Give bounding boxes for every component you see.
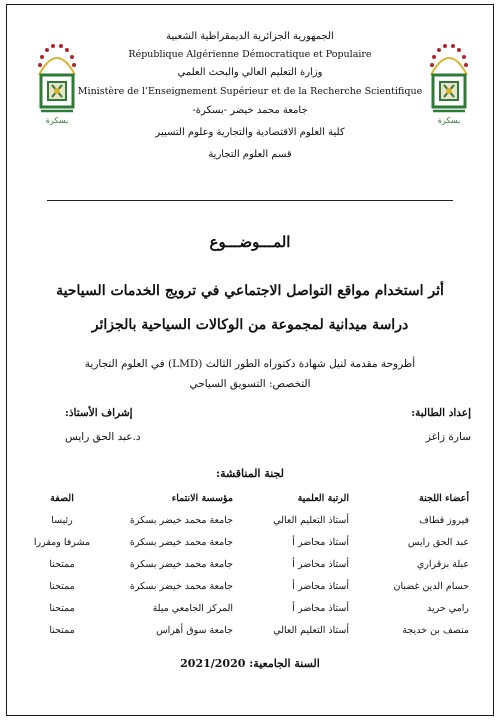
ministry-arabic: وزارة التعليم العالي والبحث العلمي (177, 67, 323, 78)
committee-header-row (29, 487, 473, 509)
faculty-arabic: كلية العلوم الاقتصادية والتجارية وعلوم التسيير (155, 127, 345, 138)
col-institution: مؤسسة الانتماء (171, 492, 233, 504)
member-name: فيروز قطاف (419, 514, 469, 526)
member-role: ممتحنا (49, 558, 75, 570)
degree-statement: أطروحة مقدمة لنيل شهادة دكتوراه الطور الثالث (LMD) في العلوم التجارية (84, 358, 416, 370)
supervisor-label: إشراف الأستاذ: (65, 407, 133, 419)
member-institution: المركز الجامعي ميلة (152, 602, 233, 614)
table-row (29, 553, 473, 575)
member-name: عبد الحق رايس (407, 536, 469, 548)
table-row (29, 531, 473, 553)
member-name: رامي حريد (427, 602, 469, 614)
member-name: منصف بن خديجة (402, 624, 469, 636)
academic-year-label: السنة الجامعية: (249, 657, 320, 670)
member-role: رئيسا (51, 514, 73, 526)
republic-arabic: الجمهورية الجزائرية الديمقراطية الشعبية (166, 31, 334, 42)
member-role: ممتحنا (49, 602, 75, 614)
member-name: عبلة بزقراري (416, 558, 469, 570)
member-institution: جامعة سوق أهراس (156, 624, 233, 636)
table-row (29, 509, 473, 531)
table-row (29, 597, 473, 619)
academic-year (7, 657, 493, 670)
member-rank: أستاذ محاضر أ (292, 602, 349, 614)
ministry-french: Ministère de l’Enseignement Supérieur et de la Recherche Scientifique (77, 86, 423, 97)
thesis-subtitle: دراسة ميدانية لمجموعة من الوكالات السياحية بالجزائر (91, 317, 409, 333)
specialty: التخصص: التسويق السياحي (189, 378, 311, 390)
col-role: الصفة (50, 492, 74, 504)
member-institution: جامعة محمد خيضر بسكرة (129, 514, 233, 526)
department-arabic: قسم العلوم التجارية (208, 149, 292, 160)
thesis-title: أثر استخدام مواقع التواصل الاجتماعي في ترويج الخدمات السياحية (56, 283, 444, 299)
header-divider (47, 200, 453, 201)
subject-label: المـــوضـــوع (209, 233, 291, 251)
col-member: أعضاء اللجنة (419, 492, 469, 504)
member-role: ممتحنا (49, 580, 75, 592)
republic-french: République Algérienne Démocratique et Populaire (128, 49, 372, 60)
table-row (29, 575, 473, 597)
member-name: حسام الدين غضبان (393, 580, 469, 592)
member-institution: جامعة محمد خيضر بسكرة (129, 536, 233, 548)
col-rank: الرتبة العلمية (297, 492, 349, 504)
member-rank: أستاذ التعليم العالي (273, 624, 349, 636)
cover-page (6, 4, 494, 716)
member-rank: أستاذ محاضر أ (292, 558, 349, 570)
supervisor-name: د.عبد الحق رايس (65, 431, 141, 443)
member-role: ممتحنا (49, 624, 75, 636)
logo-text-left: بسكرة (45, 116, 69, 125)
member-rank: أستاذ محاضر أ (292, 536, 349, 548)
academic-year-value: 2021/2020 (180, 657, 246, 670)
committee-title: لجنة المناقشة: (216, 467, 284, 480)
university-arabic: جامعة محمد خيضر -بسكرة- (192, 105, 308, 116)
committee-table (29, 487, 473, 641)
member-institution: جامعة محمد خيضر بسكرة (129, 580, 233, 592)
student-name: سارة زاغز (425, 431, 471, 443)
logo-text-right: بسكرة (437, 116, 461, 125)
prepared-by-label: إعداد الطالبة: (411, 407, 471, 419)
member-institution: جامعة محمد خيضر بسكرة (129, 558, 233, 570)
table-row (29, 619, 473, 641)
member-rank: أستاذ التعليم العالي (273, 514, 349, 526)
member-role: مشرفا ومقررا (33, 536, 91, 548)
member-rank: أستاذ محاضر أ (292, 580, 349, 592)
